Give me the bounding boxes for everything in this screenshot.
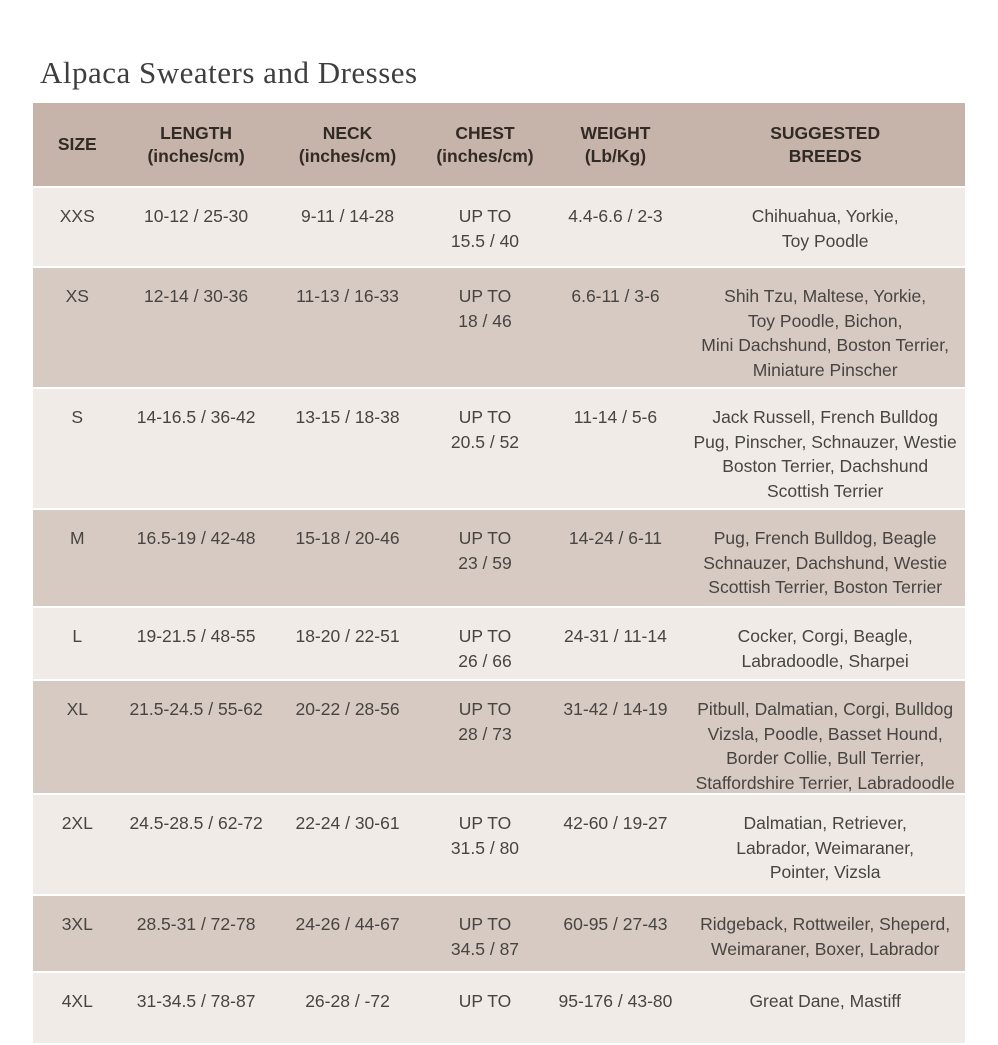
cell-line: 31-42 / 14-19 <box>563 699 668 719</box>
cell-line: 15.5 / 40 <box>450 230 520 251</box>
cell-length <box>122 510 271 606</box>
cell-line: Schnauzer, Dachshund, Westie <box>703 552 948 573</box>
cell-line: 26 / 66 <box>458 650 512 671</box>
cell-line: UP TO <box>458 286 512 306</box>
cell-length <box>122 188 271 266</box>
cell-breeds <box>685 795 965 894</box>
cell-line: Jack Russell, French Bulldog <box>712 407 938 427</box>
header-line: (inches/cm) <box>436 145 534 166</box>
cell-line: 31-34.5 / 78-87 <box>136 991 256 1011</box>
cell-line: 6.6-11 / 3-6 <box>571 286 660 306</box>
cell-weight <box>546 188 686 266</box>
cell-line: 28 / 73 <box>458 723 512 744</box>
cell-line: UP TO <box>458 914 512 934</box>
column-header-size <box>33 103 122 186</box>
table-row-2xl <box>33 795 965 894</box>
cell-line: UP TO <box>458 626 512 646</box>
cell-line: S <box>71 407 84 427</box>
cell-line: UP TO <box>458 991 512 1011</box>
cell-line: Scottish Terrier, Boston Terrier <box>708 577 943 597</box>
cell-chest <box>424 188 545 266</box>
header-line: BREEDS <box>788 145 862 166</box>
cell-chest <box>424 681 545 793</box>
table-header-row <box>33 103 965 186</box>
cell-chest <box>424 608 545 679</box>
cell-line: Pug, French Bulldog, Beagle <box>713 528 937 548</box>
cell-line: 3XL <box>61 914 93 934</box>
cell-length <box>122 608 271 679</box>
cell-size <box>33 510 122 606</box>
cell-line: Pointer, Vizsla <box>769 862 881 882</box>
cell-line: 28.5-31 / 72-78 <box>136 914 256 934</box>
header-line: SUGGESTED <box>770 122 881 143</box>
cell-line: Boston Terrier, Dachshund <box>722 456 929 476</box>
cell-neck <box>271 608 425 679</box>
cell-weight <box>546 896 686 971</box>
cell-line: UP TO <box>458 813 512 833</box>
cell-line: Great Dane, Mastiff <box>749 991 901 1011</box>
cell-weight <box>546 681 686 793</box>
column-header-breeds <box>685 103 965 186</box>
cell-neck <box>271 973 425 1043</box>
cell-line: 11-13 / 16-33 <box>296 286 399 306</box>
cell-line: Vizsla, Poodle, Basset Hound, <box>707 723 943 744</box>
cell-line: XL <box>66 699 88 719</box>
cell-line: UP TO <box>458 206 512 226</box>
cell-line: 26-28 / -72 <box>305 991 390 1011</box>
cell-chest <box>424 973 545 1043</box>
cell-breeds <box>685 896 965 971</box>
cell-line: 18 / 46 <box>458 310 512 331</box>
cell-line: Cocker, Corgi, Beagle, <box>737 626 913 646</box>
cell-line: Weimaraner, Boxer, Labrador <box>711 938 940 959</box>
header-line: WEIGHT <box>580 122 651 143</box>
cell-line: 19-21.5 / 48-55 <box>136 626 256 646</box>
cell-line: Miniature Pinscher <box>752 359 898 380</box>
cell-weight <box>546 795 686 894</box>
cell-neck <box>271 268 425 387</box>
cell-chest <box>424 510 545 606</box>
cell-line: 42-60 / 19-27 <box>563 813 668 833</box>
column-header-weight <box>546 103 686 186</box>
cell-line: Mini Dachshund, Boston Terrier, <box>701 335 950 355</box>
header-line: LENGTH <box>160 122 233 143</box>
cell-weight <box>546 973 686 1043</box>
cell-breeds <box>685 389 965 508</box>
cell-line: 10-12 / 25-30 <box>144 206 249 226</box>
size-chart-table <box>33 103 965 1045</box>
cell-line: 18-20 / 22-51 <box>295 626 400 646</box>
cell-line: Labradoodle, Sharpei <box>741 650 909 671</box>
cell-line: 60-95 / 27-43 <box>563 914 668 934</box>
cell-line: 24-31 / 11-14 <box>564 626 667 646</box>
cell-length <box>122 681 271 793</box>
cell-line: UP TO <box>458 407 512 427</box>
cell-line: 20.5 / 52 <box>450 431 520 452</box>
cell-line: 14-16.5 / 36-42 <box>136 407 256 427</box>
cell-line: XXS <box>59 206 95 226</box>
cell-line: 4.4-6.6 / 2-3 <box>568 206 663 226</box>
cell-line: Ridgeback, Rottweiler, Sheperd, <box>700 914 951 934</box>
cell-line: L <box>72 626 83 646</box>
cell-length <box>122 268 271 387</box>
cell-line: UP TO <box>458 528 512 548</box>
cell-line: Chihuahua, Yorkie, <box>751 206 899 226</box>
cell-size <box>33 681 122 793</box>
cell-line: Toy Poodle, Bichon, <box>747 310 903 331</box>
cell-line: Shih Tzu, Maltese, Yorkie, <box>724 286 927 306</box>
cell-line: Pitbull, Dalmatian, Corgi, Bulldog <box>697 699 954 719</box>
cell-line: 16.5-19 / 42-48 <box>136 528 256 548</box>
cell-length <box>122 896 271 971</box>
column-header-neck <box>271 103 425 186</box>
cell-line: 24-26 / 44-67 <box>295 914 400 934</box>
table-row-l <box>33 608 965 679</box>
cell-line: Border Collie, Bull Terrier, <box>726 748 925 768</box>
cell-breeds <box>685 681 965 793</box>
cell-length <box>122 795 271 894</box>
cell-line: Pug, Pinscher, Schnauzer, Westie <box>693 431 957 452</box>
header-line: (inches/cm) <box>298 145 397 166</box>
cell-line: UP TO <box>458 699 512 719</box>
cell-line: XS <box>65 286 89 306</box>
cell-line: 24.5-28.5 / 62-72 <box>129 813 263 833</box>
cell-breeds <box>685 268 965 387</box>
header-line: NECK <box>322 122 373 143</box>
cell-line: 31.5 / 80 <box>450 837 520 858</box>
cell-weight <box>546 608 686 679</box>
cell-size <box>33 608 122 679</box>
cell-length <box>122 973 271 1043</box>
cell-breeds <box>685 510 965 606</box>
cell-line: 15-18 / 20-46 <box>295 528 400 548</box>
cell-line: 34.5 / 87 <box>450 938 520 959</box>
cell-line: Toy Poodle <box>781 230 869 251</box>
cell-line: 9-11 / 14-28 <box>300 206 395 226</box>
table-row-xl <box>33 681 965 793</box>
table-row-3xl <box>33 896 965 971</box>
cell-weight <box>546 389 686 508</box>
cell-neck <box>271 681 425 793</box>
cell-size <box>33 188 122 266</box>
cell-length <box>122 389 271 508</box>
cell-neck <box>271 795 425 894</box>
cell-neck <box>271 389 425 508</box>
cell-line: 14-24 / 6-11 <box>568 528 662 548</box>
table-row-m <box>33 510 965 606</box>
cell-line: 20-22 / 28-56 <box>295 699 400 719</box>
table-row-xxs <box>33 188 965 266</box>
cell-line: 4XL <box>61 991 93 1011</box>
cell-line: M <box>69 528 85 548</box>
cell-line: 13-15 / 18-38 <box>295 407 400 427</box>
cell-size <box>33 795 122 894</box>
cell-neck <box>271 188 425 266</box>
table-row-4xl <box>33 973 965 1043</box>
cell-line: Scottish Terrier <box>766 480 884 501</box>
cell-line: 12-14 / 30-36 <box>144 286 249 306</box>
cell-line: Labrador, Weimaraner, <box>736 837 914 858</box>
cell-neck <box>271 896 425 971</box>
cell-size <box>33 268 122 387</box>
size-table-body <box>33 188 965 1043</box>
cell-breeds <box>685 188 965 266</box>
cell-weight <box>546 510 686 606</box>
cell-breeds <box>685 973 965 1043</box>
cell-line: 95-176 / 43-80 <box>558 991 673 1011</box>
page-title: Alpaca Sweaters and Dresses <box>40 54 418 90</box>
cell-size <box>33 973 122 1043</box>
cell-neck <box>271 510 425 606</box>
table-row-s <box>33 389 965 508</box>
table-row-xs <box>33 268 965 387</box>
cell-chest <box>424 389 545 508</box>
cell-line: Dalmatian, Retriever, <box>743 813 907 833</box>
cell-chest <box>424 268 545 387</box>
cell-line: 11-14 / 5-6 <box>573 407 658 427</box>
cell-size <box>33 896 122 971</box>
header-line: (Lb/Kg) <box>584 145 647 166</box>
cell-line: Staffordshire Terrier, Labradoodle <box>695 772 955 793</box>
cell-weight <box>546 268 686 387</box>
column-header-chest <box>424 103 545 186</box>
cell-line: 21.5-24.5 / 55-62 <box>129 699 263 719</box>
header-line: CHEST <box>455 122 515 143</box>
cell-line: 2XL <box>61 813 93 833</box>
cell-line: 23 / 59 <box>458 552 512 573</box>
cell-breeds <box>685 608 965 679</box>
cell-size <box>33 389 122 508</box>
header-line: SIZE <box>57 134 97 154</box>
cell-line: 22-24 / 30-61 <box>295 813 400 833</box>
cell-chest <box>424 795 545 894</box>
header-line: (inches/cm) <box>147 145 245 166</box>
cell-chest <box>424 896 545 971</box>
column-header-length <box>122 103 271 186</box>
